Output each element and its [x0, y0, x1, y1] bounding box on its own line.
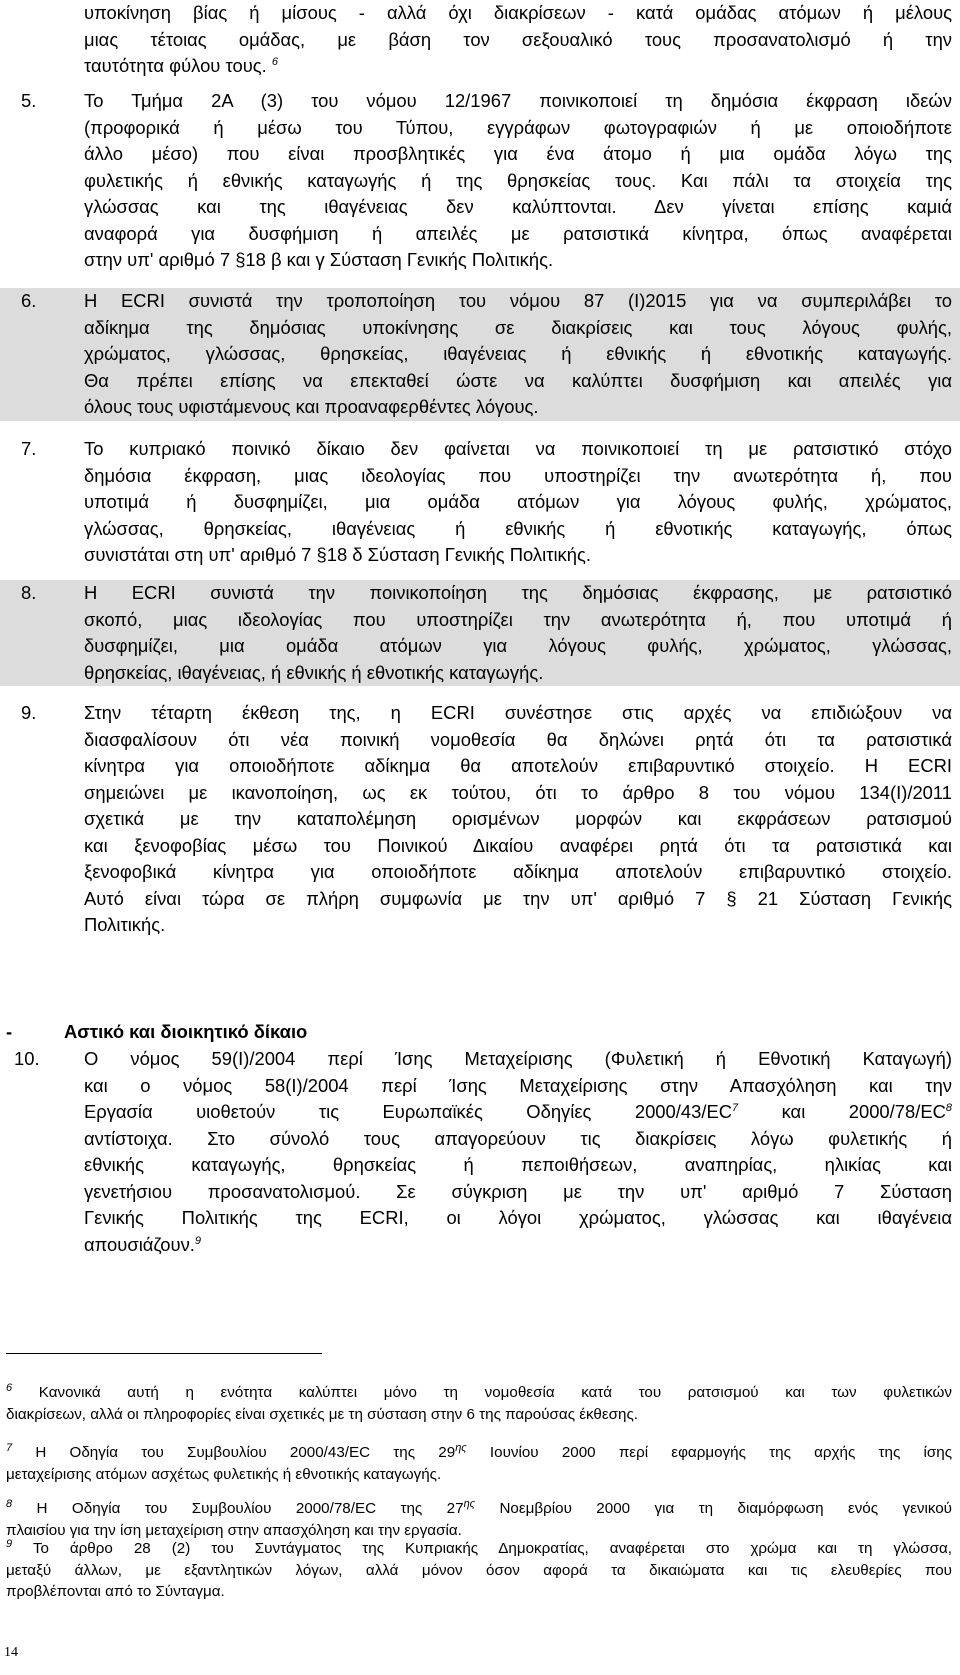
paragraph-line: Θα πρέπει επίσης να επεκταθεί ώστε να καλύπτει δυσφήμιση και απειλές για [84, 369, 952, 391]
paragraph-line: (προφορικά ή μέσω του Τύπου, εγγράφων φωτογραφιών ή με οποιοδήποτε [84, 116, 952, 138]
footnote-mark: 6 [6, 1381, 13, 1394]
paragraph-number: 5. [21, 90, 37, 111]
page-number: 14 [4, 1645, 18, 1660]
paragraph-line: δημόσια έκφραση, μιας ιδεολογίας που υποστηρίζει την ανωτερότητα ή, που [84, 464, 952, 486]
paragraph-line: διασφαλίσουν ότι νέα ποινική νομοθεσία θα δηλώνει ρητά ότι τα ρατσιστικά [84, 728, 952, 750]
paragraph-line: όλους τους υφιστάμενους και προαναφερθέντες λόγους. [84, 396, 539, 417]
paragraph-9 [0, 700, 960, 939]
paragraph-line: σχετικά με την καταπολέμηση ορισμένων μορφών και εκφράσεων ρατσισμού [84, 808, 952, 829]
paragraph-line: Αυτό είναι τώρα σε πλήρη συμφωνία με την υπ' αριθμό 7 § 21 Σύσταση Γενικής [84, 887, 952, 909]
paragraph-line: κίνητρα για οποιοδήποτε αδίκημα θα αποτελούν επιβαρυντικό στοιχείο. Η ECRI [84, 755, 952, 776]
paragraph-line: γλώσσας, θρησκείας, ιθαγένειας ή εθνικής ή εθνοτικής καταγωγής, όπως [84, 517, 952, 539]
paragraph-line: υποτιμά ή δυσφημίζει, μια ομάδα ατόμων για λόγους φυλής, χρώματος, [84, 491, 952, 512]
paragraph-number: 8. [21, 582, 37, 603]
highlighted-recommendation [0, 288, 960, 421]
paragraph-number: 9. [21, 702, 37, 723]
paragraph-line: Πολιτικής. [84, 914, 166, 935]
paragraph-line: Στην τέταρτη έκθεση της, η ECRI συνέστησε στις αρχές να επιδιώξουν να [84, 702, 952, 723]
footnote-mark: 8 [6, 1497, 13, 1510]
highlighted-recommendation [0, 580, 960, 686]
section-heading [6, 1019, 307, 1046]
paragraph-line: Ο νόμος 59(I)/2004 περί Ίσης Μεταχείρισης (Φυλετική ή Εθνοτική Καταγωγή) [84, 1048, 952, 1069]
paragraph-number: 10. [14, 1048, 40, 1069]
paragraph-number: 6. [21, 290, 37, 311]
intro-line: υποκίνηση βίας ή μίσους - αλλά όχι διακρίσεων - κατά ομάδας ατόμων ή μέλους [84, 2, 952, 23]
paragraph-8 [0, 580, 960, 686]
paragraph-line: αντίστοιχα. Στο σύνολό τους απαγορεύουν τις διακρίσεις λόγω φυλετικής ή [84, 1127, 952, 1149]
intro-line: μιας τέτοιας ομάδας, με βάση τον σεξουαλικό τους προσανατολισμό ή την [84, 28, 952, 50]
paragraph-line: δυσφημίζει, μια ομάδα ατόμων για λόγους φυλής, χρώματος, γλώσσας, [84, 635, 952, 656]
paragraph-line: σκοπό, μιας ιδεολογίας που υποστηρίζει την ανωτερότητα ή, που υποτιμά ή [84, 608, 952, 630]
paragraph-number: 7. [21, 438, 37, 459]
paragraph-line: άλλο μέσο) που είναι προσβλητικές για ένα άτομο ή μια ομάδα λόγω της [84, 143, 952, 164]
paragraph-line: συνιστάται στη υπ' αριθμό 7 §18 δ Σύσταση Γενικής Πολιτικής. [84, 544, 591, 565]
paragraph-line: φυλετικής ή εθνικής καταγωγής ή της θρησκείας τους. Και πάλι τα στοιχεία της [84, 169, 952, 191]
paragraph-line: χρώματος, γλώσσας, θρησκείας, ιθαγένειας ή εθνικής ή εθνοτικής καταγωγής. [84, 343, 952, 364]
paragraph-line: και ο νόμος 58(I)/2004 περί Ίσης Μεταχείρισης στην Απασχόληση και την [84, 1074, 952, 1096]
footnote-7: $^7$ Η Οδηγία του Συμβουλίου 2000/43/EC της 29$^{\eta\varsigma}$ Ιουνίου 2000 περί εφαρμογής της αρχής της ίσης μεταχείρισης ατόμων ασχέτως φυλετικής ή εθνοτικής καταγωγής. [6, 1441, 953, 1483]
paragraph-7 [0, 436, 960, 569]
intro-line: ταυτότητα φύλου τους. $^6$ [84, 55, 278, 76]
footnote-6: $^6$ Κανονικά αυτή η ενότητα καλύπτει μόνο τη νομοθεσία κατά του ρατσισμού και των φυλετικών διακρίσεων, αλλά οι πληροφορίες είναι σχετικές με τη σύσταση στην 6 της παρούσας έκθεσης. [6, 1381, 952, 1423]
paragraph-line: αδίκημα της δημόσιας υποκίνησης σε διακρίσεις και τους λόγους φυλής, [84, 316, 952, 338]
paragraph-line: σημειώνει με ικανοποίηση, ως εκ τούτου, ότι το άρθρο 8 του νόμου 134(I)/2011 [84, 781, 952, 803]
footnote-ref[interactable]: 6 [271, 55, 278, 68]
paragraph-line: γενετήσιου προσανατολισμού. Σε σύγκριση με την υπ' αριθμό 7 Σύσταση [84, 1180, 952, 1202]
paragraph-line: ξενοφοβικά κίνητρα για οποιοδήποτε αδίκημα αποτελούν επιβαρυντικό στοιχείο. [84, 861, 952, 882]
heading-title: Αστικό και διοικητικό δίκαιο [64, 1021, 308, 1042]
paragraph-line: στην υπ' αριθμό 7 §18 β και γ Σύσταση Γενικής Πολιτικής. [84, 249, 554, 270]
footnote-8: $^8$ Η Οδηγία του Συμβουλίου 2000/78/EC της 27$^{\eta\varsigma}$ Νοεμβρίου 2000 για τη διαμόρφωση ενός γενικού πλαισίου για την ίση μεταχείριση στην απασχόληση και την εργασία. [6, 1497, 952, 1539]
paragraph-line: γλώσσας και της ιθαγένειας δεν καλύπτονται. Δεν γίνεται επίσης καμιά [84, 196, 952, 217]
paragraph-line: Γενικής Πολιτικής της ECRI, οι λόγοι χρώματος, γλώσσας και ιθαγένεια [84, 1207, 952, 1228]
paragraph-line: εθνικής καταγωγής, θρησκείας ή πεποιθήσεων, αναπηρίας, ηλικίας και [84, 1154, 952, 1175]
paragraph-line: Εργασία υιοθετούν τις Ευρωπαϊκές Οδηγίες 2000/43/EC$^7$ και 2000/78/EC$^8$ [84, 1101, 953, 1122]
paragraph-line: απουσιάζουν.$^9$ [84, 1233, 202, 1255]
paragraph-line: Η ECRI συνιστά την τροποποίηση του νόμου 87 (I)2015 για να συμπεριλάβει το [84, 290, 952, 311]
paragraph-line: Το κυπριακό ποινικό δίκαιο δεν φαίνεται να ποινικοποιεί τη με ρατσιστικό στόχο [84, 438, 952, 459]
footnote-ref[interactable]: 8 [945, 1101, 953, 1114]
paragraph-line: θρησκείας, ιθαγένειας, ή εθνικής ή εθνοτικής καταγωγής. [84, 661, 544, 683]
footnote-ref[interactable]: 9 [194, 1234, 202, 1247]
footnote-ref[interactable]: 7 [732, 1101, 739, 1114]
paragraph-line: αναφορά για δυσφήμιση ή απειλές με ρατσιστικά κίνητρα, όπως αναφέρεται [84, 222, 952, 244]
paragraph-5 [0, 88, 960, 274]
paragraph-6 [0, 288, 960, 421]
footnote-9: $^9$ Το άρθρο 28 (2) του Συντάγματος της Κυπριακής Δημοκρατίας, αναφέρεται στο χρώμα και τη γλώσσα, μεταξύ άλλων, με εξαντλητικών λόγων, αλλά μόνον όσον αφορά τα δικαιώματα και τις ελευθερίες που προβλέπονται από το Σύνταγμα. [6, 1537, 952, 1600]
paragraph-line: Το Τμήμα 2Α (3) του νόμου 12/1967 ποινικοποιεί τη δημόσια έκφραση ιδεών [84, 90, 952, 111]
paragraph-line: Η ECRI συνιστά την ποινικοποίηση της δημόσιας έκφρασης, με ρατσιστικό [84, 582, 952, 603]
footnote-separator [6, 1353, 322, 1354]
intro-continuation [0, 0, 960, 80]
footnote-mark: 9 [6, 1537, 13, 1550]
heading-dash: - [6, 1021, 13, 1042]
footnote-mark: 7 [6, 1441, 13, 1454]
paragraph-line: και ξενοφοβίας μέσω του Ποινικού Δικαίου αναφέρει ρητά ότι τα ρατσιστικά και [84, 834, 952, 856]
paragraph-10 [0, 1046, 960, 1258]
